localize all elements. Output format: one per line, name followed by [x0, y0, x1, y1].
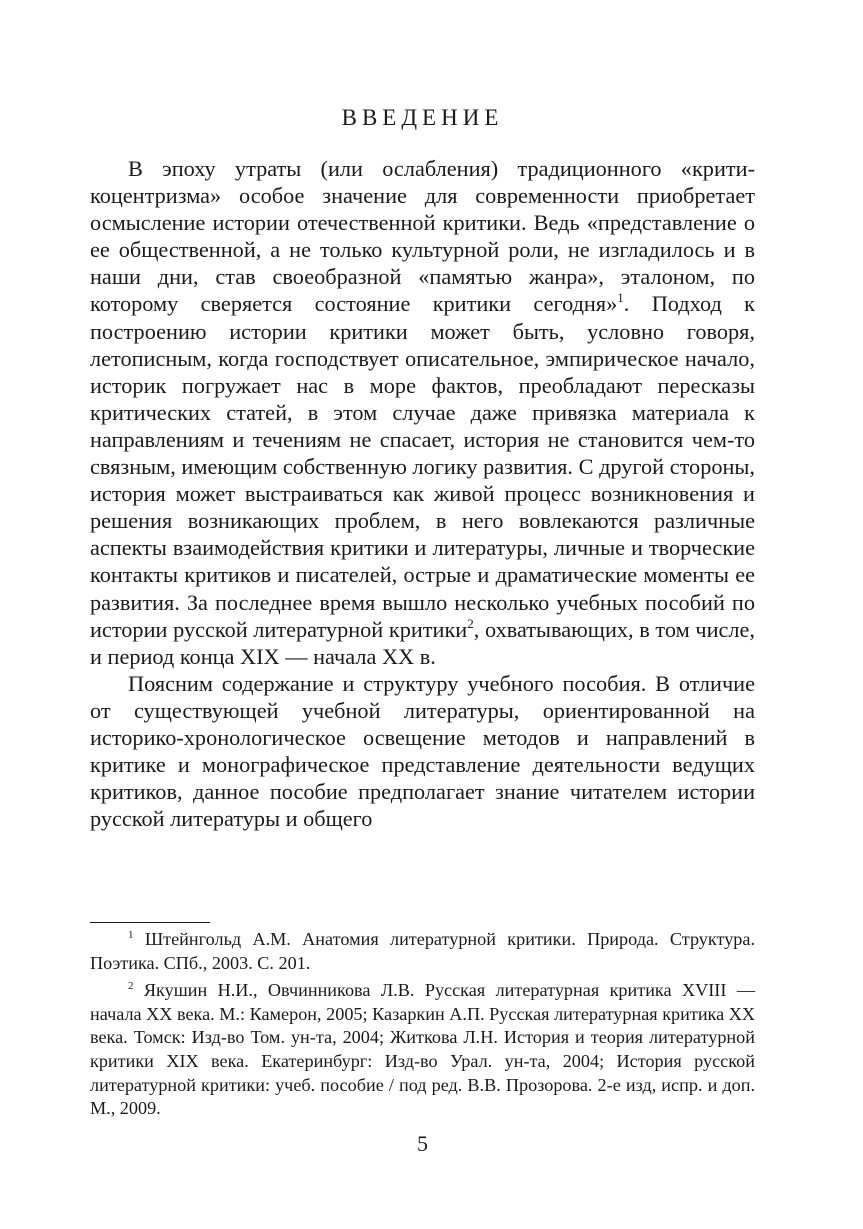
footnotes — [90, 928, 755, 1125]
footnote-2-text: Якушин Н.И., Овчинникова Л.В. Русская литературная критика XVIII — начала XX века. М.: Камерон, 2005; Казаркин А.П. Русская литературная критика XX века. Томск: Изд-во Том. ун-та, 2004; Житкова Л.Н. История и теория литературной критики XIX века. Екатеринбург: Изд-во Урал. ун-та, 2004; История русской литературной критики: учеб. пособие / под ред. В.В. Прозорова. 2-е изд, испр. и доп. М., 2009. — [90, 980, 756, 1119]
footnote-2-marker: 2 — [128, 980, 134, 993]
footnote-ref-2: 2 — [467, 615, 474, 631]
chapter-title: ВВЕДЕНИЕ — [341, 105, 504, 130]
footnote-1-marker: 1 — [128, 929, 134, 941]
paragraph-1-part-c: , охватывающих, в том числе, и период конца XIX — начала XX в. — [90, 616, 755, 669]
book-page — [90, 0, 755, 1229]
footnote-ref-1: 1 — [617, 290, 624, 306]
main-text — [90, 155, 755, 832]
footnote-1 — [90, 928, 755, 975]
page-number: 5 — [417, 1131, 428, 1156]
paragraph-1-part-b: . Подход к построению истории критики может быть, условно говоря, летописным, когда господствует описательное, эмпирическое начало, историк погружает нас в море фактов, преобладают пересказы критических статей, в этом случае даже привязка материала к направлениям и течениям не спасает, история не становится чем-то связным, имеющим собственную логику развития. С другой стороны, история может выстраиваться как живой процесс возникновения и решения возникающих проблем, в него вовлекаются различные аспекты взаимодействия критики и литературы, личные и творческие контакты критиков и писателей, острые и драматические моменты ее развития. За последнее время вышло несколько учебных пособий по истории русской литературной критики — [90, 291, 755, 642]
footnote-1-text: Штейнгольд А.М. Анатомия литературной критики. Природа. Структура. Поэтика. СПб., 2003. С. 201. — [90, 929, 755, 973]
footnote-divider — [90, 922, 210, 923]
paragraph-1-part-a: В эпоху утраты (или ослабления) традиционного «критикоцентризма» особое значение для современности приобретает осмысление истории отечественной критики. Ведь «представление о ее общественной, а не только культурной роли, не изгладилось и в наши дни, став своеобразной «памятью жанра», эталоном, по которому сверяется состояние критики сегодня» — [90, 156, 755, 317]
paragraph-2: Поясним содержание и структуру учебного пособия. В отличие от существующей учебной литературы, ориентированной на историко-хронологическое освещение методов и направлений в критике и монографическое представление деятельности ведущих критиков, данное пособие предполагает знание читателем истории русской литературы и общего — [90, 670, 755, 832]
paragraph-1 — [90, 155, 755, 670]
footnote-2 — [90, 979, 755, 1121]
